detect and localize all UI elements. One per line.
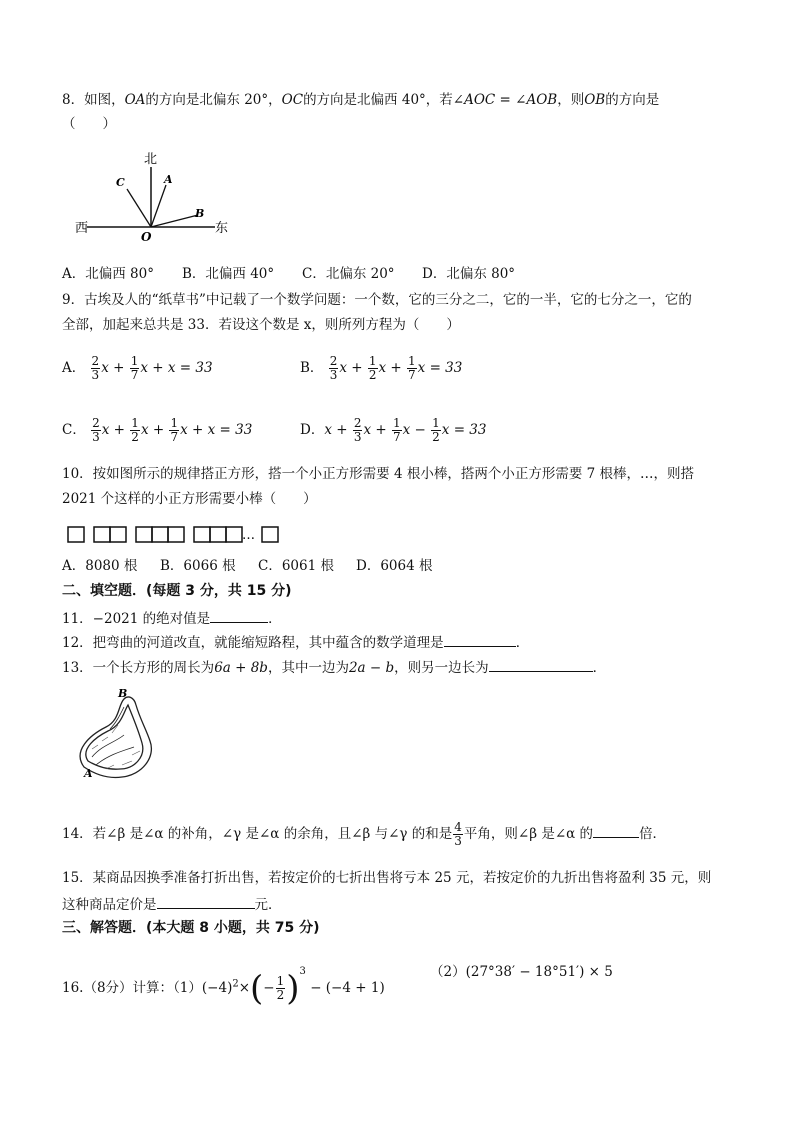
q11: 11．−2021 的绝对值是 ． <box>62 608 282 628</box>
q10-option-d: D．6064 根 <box>356 558 433 574</box>
q8-option-b: B．北偏西 40° <box>182 266 275 282</box>
q10-square-pattern <box>66 524 286 546</box>
q16: 16.（8分）计算：$(1)(-4)^2\times(-$ $\frac{1}{2}$ )$^3$ − (−4 + 1) <box>62 966 385 1009</box>
pattern-2-squares <box>110 527 126 542</box>
q16-part1: $(-4)^2\times(-$ $\frac{1}{2}$ )$^3$ − (−4 + 1) <box>201 966 385 1009</box>
q16-part2: （2）(27°38′ − 18°51′) × 5 <box>430 964 613 980</box>
q9-option-d: D．x + $\frac{2}{3}$ x + $\frac{1}{7}$ x − $\frac{1}{2}$ x = 33 <box>300 416 487 444</box>
section-fill-in-title: 二、填空题．(每题 3 分，共 15 分) <box>62 583 292 599</box>
ray-ob <box>151 215 198 227</box>
b-label: B <box>195 207 205 220</box>
q10-stem-line1: 10．按如图所示的规律搭正方形，搭一个小正方形需要 4 根小棒，搭两个小正方形需要 7 根棒，…，则搭 <box>62 466 695 482</box>
east-label: 东 <box>215 221 229 236</box>
q8-direction-figure <box>75 145 235 250</box>
q12-river-figure <box>62 685 162 793</box>
q11-blank[interactable] <box>210 608 268 623</box>
q8-answer-paren: （ ） <box>62 116 116 132</box>
q9-option-c: C． $\frac{2}{3}$ x + $\frac{1}{2}$ x + $\frac{1}{7}$ x + x = 33 <box>62 416 253 444</box>
q8-option-a: A．北偏西 80° <box>62 266 154 282</box>
q10-stem-line2: 2021 个这样的小正方形需要小棒（ ） <box>62 491 317 507</box>
section-answer-title: 三、解答题．(本大题 8 小题，共 75 分) <box>62 920 320 936</box>
west-label: 西 <box>75 221 89 236</box>
pattern-n-square <box>262 527 278 542</box>
q8-option-d: D．北偏东 80° <box>422 266 516 282</box>
q15-line2: 这种商品定价是 元． <box>62 894 282 914</box>
q8-stem: 8．如图，OA的方向是北偏东 20°，OC的方向是北偏西 40°，若∠AOC = ∠AOB，则OB的方向是 <box>62 92 660 108</box>
q9-option-b: B． $\frac{2}{3}$ x + $\frac{1}{2}$ x + $\frac{1}{7}$ x = 33 <box>300 354 463 382</box>
q9-option-a: A． $\frac{2}{3}$ x + $\frac{1}{7}$ x + x = 33 <box>62 354 213 382</box>
a-label: A <box>164 173 173 186</box>
q8-option-c: C．北偏东 20° <box>302 266 395 282</box>
o-label: O <box>141 230 152 244</box>
c-label: C <box>116 176 125 189</box>
q9-stem-line1: 9．古埃及人的“纸草书”中记载了一个数学问题：一个数，它的三分之二，它的一半，它的七分之一，它的 <box>62 292 692 308</box>
q13-blank[interactable] <box>489 657 593 672</box>
river-a-label: A <box>84 767 93 780</box>
q14: 14．若∠β 是∠α 的补角，∠γ 是∠α 的余角，且∠β 与∠γ 的和是 $\frac{4}{3}$ 平角，则∠β 是∠α 的 倍． <box>62 820 667 848</box>
ray-oc <box>127 189 151 227</box>
river-b-label: B <box>118 687 128 700</box>
q10-option-b: B．6066 根 <box>160 558 236 574</box>
q12-blank[interactable] <box>444 632 516 647</box>
q12: 12．把弯曲的河道改直，就能缩短路程，其中蕴含的数学道理是 ． <box>62 632 529 652</box>
q13: 13．一个长方形的周长为6a + 8b，其中一边为2a − b，则另一边长为 ． <box>62 657 606 677</box>
pattern-ellipsis: … <box>242 528 255 543</box>
pattern-3-squares <box>168 527 184 542</box>
q14-blank[interactable] <box>593 823 639 838</box>
q10-option-a: A．8080 根 <box>62 558 138 574</box>
ray-oa <box>151 185 166 227</box>
q10-option-c: C．6061 根 <box>258 558 334 574</box>
q15-line1: 15．某商品因换季准备打折出售，若按定价的七折出售将亏本 25 元，若按定价的九折出售将盈利 35 元，则 <box>62 870 712 886</box>
pattern-1-square <box>68 527 84 542</box>
north-label: 北 <box>144 152 158 167</box>
q15-blank[interactable] <box>157 894 255 909</box>
q9-stem-line2: 全部，加起来总共是 33．若设这个数是 x，则所列方程为（ ） <box>62 317 460 333</box>
